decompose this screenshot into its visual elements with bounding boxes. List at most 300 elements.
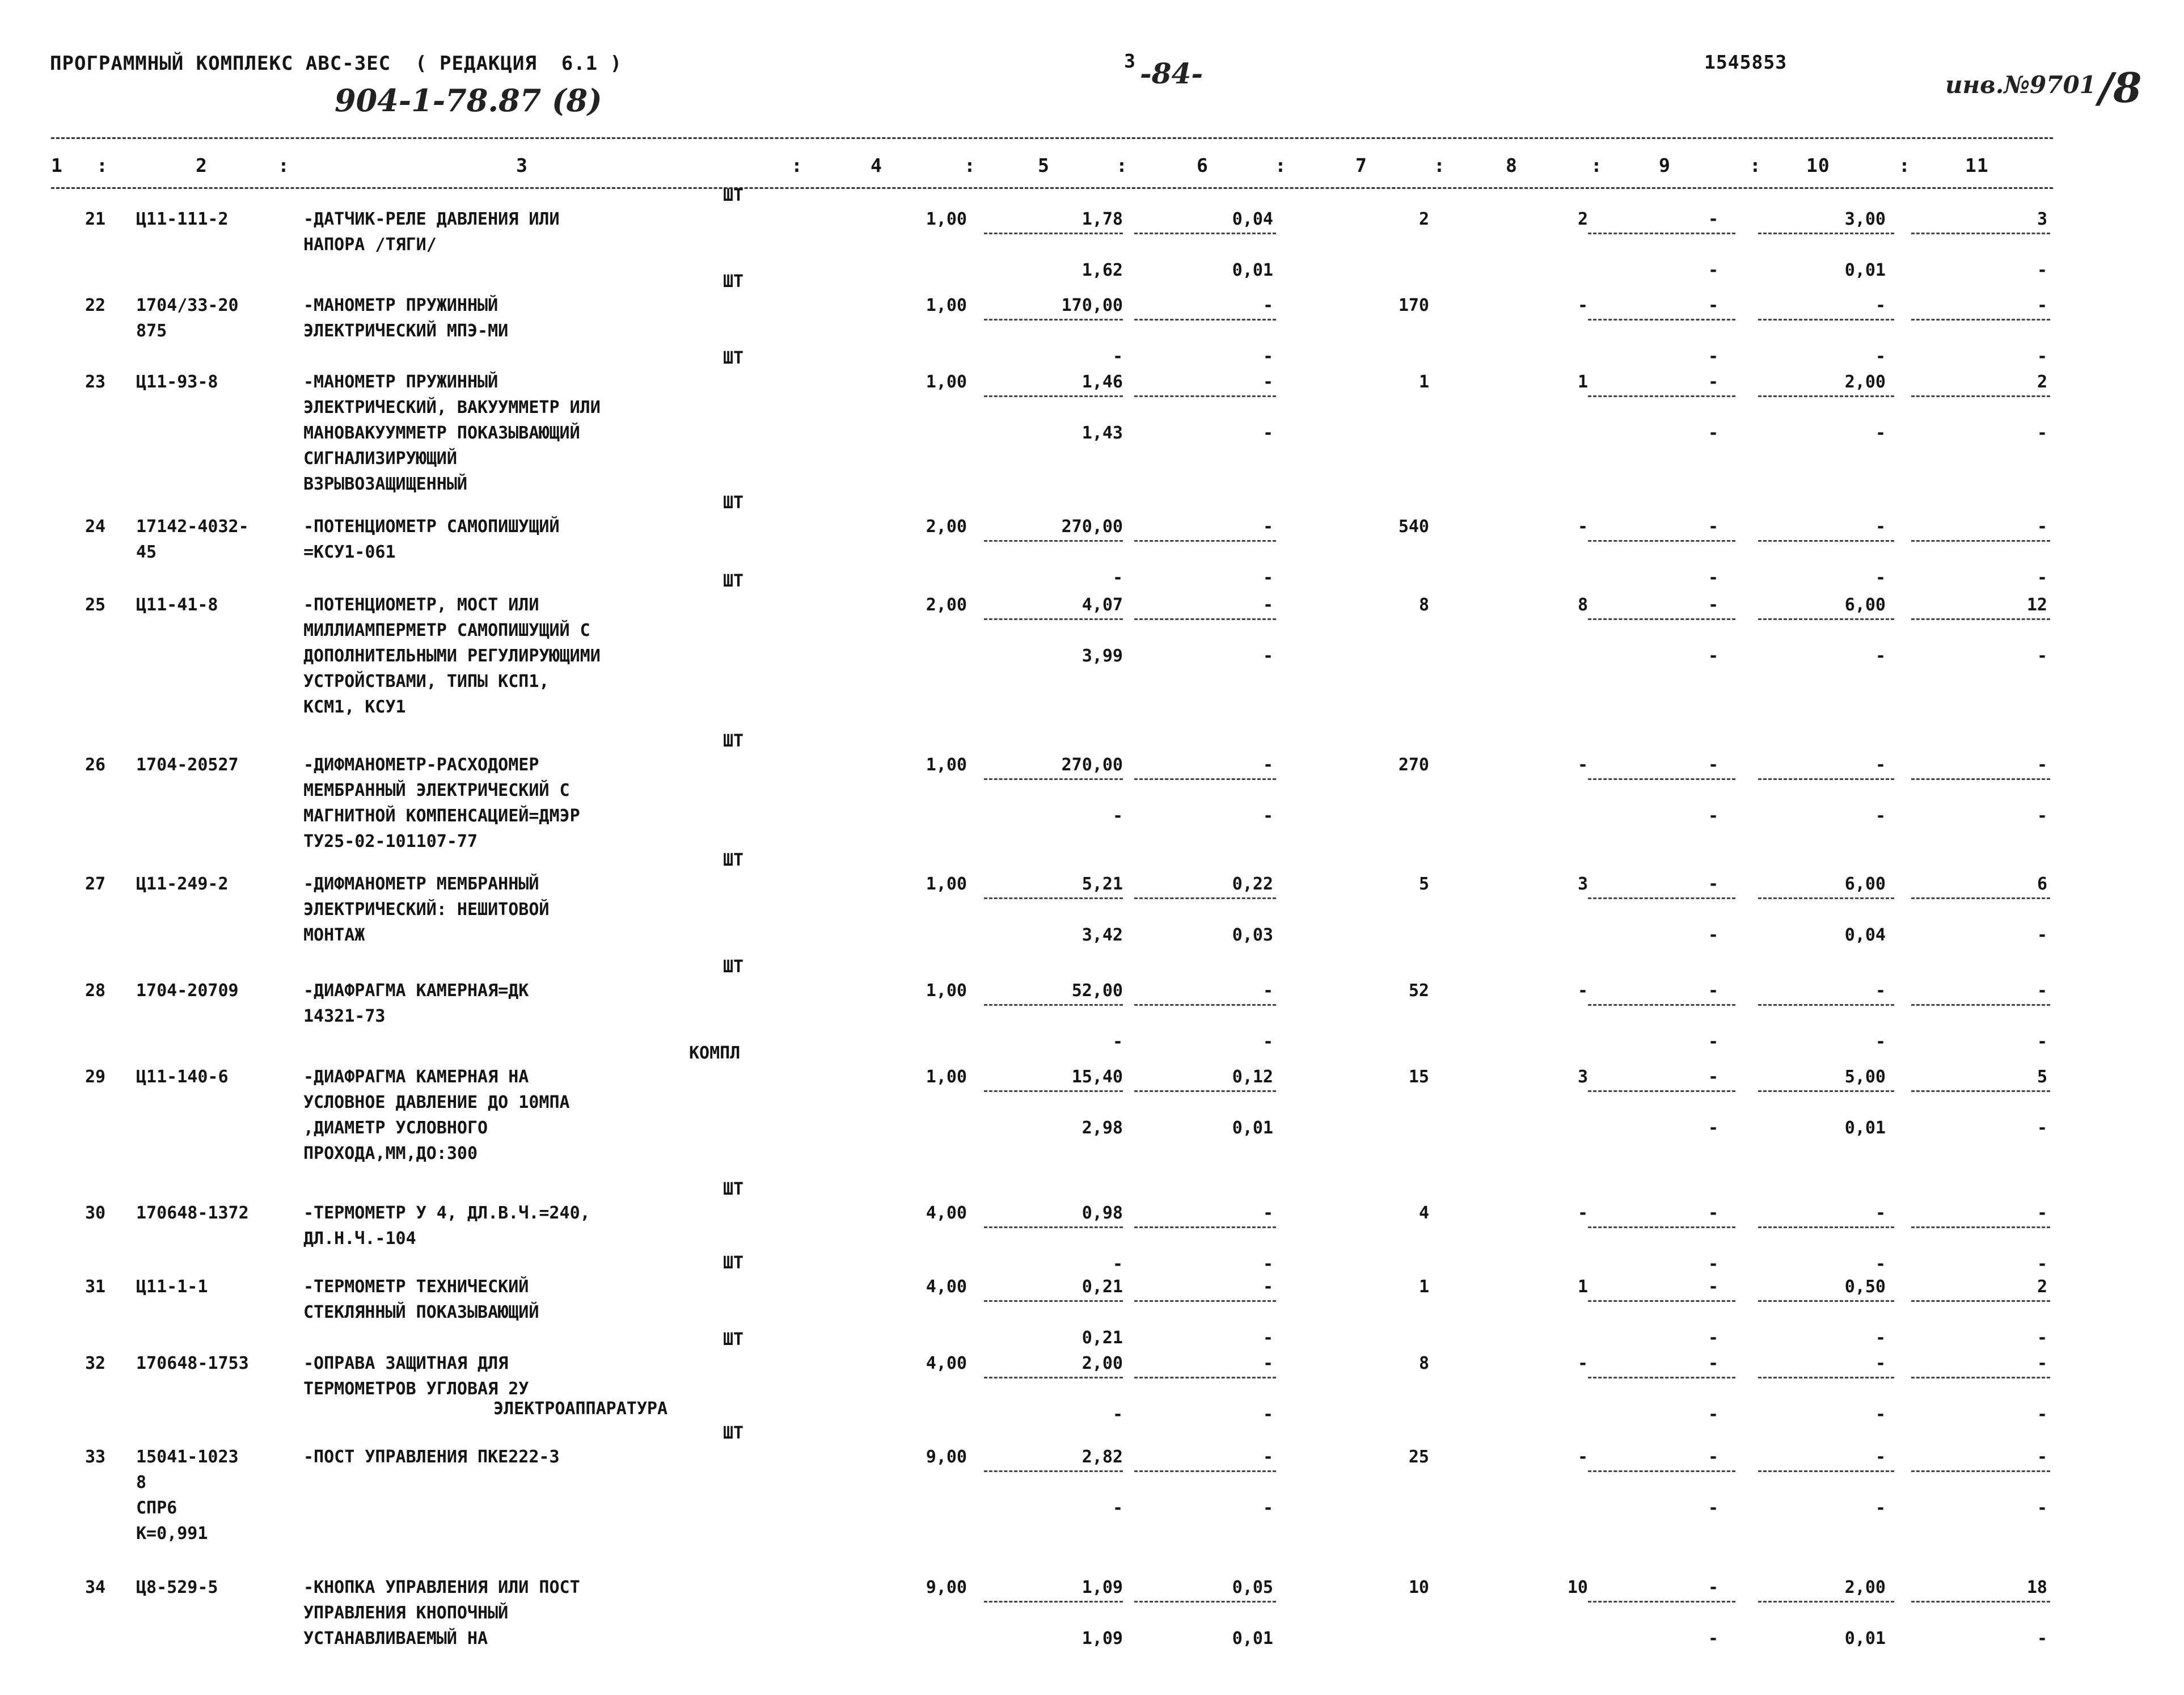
labor-hours-lower: -: [1875, 1032, 1886, 1052]
column-number: 11: [1965, 154, 1989, 176]
row-number: 27: [85, 874, 106, 894]
quantity: 4,00: [926, 1203, 967, 1223]
quantity: 9,00: [926, 1447, 967, 1467]
item-description: ЭЛЕКТРИЧЕСКИЙ МПЭ-МИ: [303, 321, 509, 341]
cell-divider: [1588, 1377, 1735, 1378]
item-code: Ц8-529-5: [136, 1578, 218, 1597]
item-code: 8: [136, 1473, 147, 1492]
item-description: -ОПРАВА ЗАЩИТНАЯ ДЛЯ: [303, 1354, 509, 1373]
machine-labor: 0,01: [1232, 1629, 1273, 1648]
item-code: Ц11-41-8: [136, 595, 218, 615]
cell-divider: [1911, 319, 2050, 321]
item-description: НАПОРА /ТЯГИ/: [303, 235, 437, 255]
cell-divider: [1911, 1601, 2050, 1603]
column-number: 3: [516, 154, 528, 176]
labor-hours: 2,00: [1844, 1578, 1886, 1597]
col9-value-lower: -: [1708, 1254, 1718, 1274]
machine-cost: -: [1262, 372, 1273, 392]
inventory-number: инв.№9701: [1945, 71, 2096, 99]
cell-divider: [1911, 395, 2050, 397]
item-description: -ТЕРМОМЕТР ТЕХНИЧЕСКИЙ: [303, 1277, 529, 1297]
labor-hours: 6,00: [1844, 874, 1886, 894]
cell-divider: [1758, 395, 1894, 397]
column-separator: :: [964, 154, 976, 176]
unit-price: 270,00: [1061, 517, 1123, 537]
cell-divider: [1588, 897, 1735, 899]
cell-divider: [984, 1470, 1123, 1472]
cell-divider: [984, 540, 1123, 542]
unit-price-labor: -: [1112, 1254, 1123, 1274]
total-labor-lower: -: [2037, 1629, 2047, 1648]
row-number: 25: [85, 595, 106, 615]
labor-cost: -: [1577, 981, 1588, 1001]
cell-divider: [1588, 618, 1735, 620]
total-cost: 4: [1418, 1203, 1429, 1223]
total-labor-lower: -: [2037, 806, 2047, 826]
cell-divider: [1911, 233, 2050, 234]
cell-divider: [1588, 1470, 1735, 1472]
labor-hours: -: [1875, 981, 1886, 1001]
item-code: 45: [136, 542, 157, 562]
column-number: 5: [1038, 154, 1050, 176]
machine-labor: -: [1262, 347, 1273, 366]
cell-divider: [1911, 897, 2050, 899]
row-number: 31: [85, 1277, 106, 1297]
unit-label: ШТ: [723, 957, 744, 977]
col9-value: -: [1708, 1277, 1718, 1297]
machine-cost: -: [1262, 981, 1273, 1001]
unit-price: 15,40: [1071, 1067, 1123, 1087]
item-description: ПРОХОДА,ММ,ДО:300: [303, 1144, 478, 1163]
item-description: -МАНОМЕТР ПРУЖИННЫЙ: [303, 372, 499, 392]
total-labor: -: [2037, 1354, 2047, 1373]
item-code: СПР6: [136, 1498, 178, 1518]
cell-divider: [1758, 778, 1894, 780]
cell-divider: [1758, 1226, 1894, 1228]
unit-price-labor: -: [1112, 806, 1123, 826]
cell-divider: [1588, 319, 1735, 321]
item-code: К=0,991: [136, 1524, 208, 1544]
unit-price-labor: 0,21: [1082, 1328, 1123, 1348]
labor-hours: -: [1875, 755, 1886, 775]
unit-label: ШТ: [723, 850, 744, 870]
item-code: 15041-1023: [136, 1447, 239, 1467]
cell-divider: [984, 778, 1123, 780]
cell-divider: [1758, 233, 1894, 234]
cell-divider: [1134, 897, 1276, 899]
column-separator: :: [1750, 154, 1761, 176]
item-code: Ц11-111-2: [136, 209, 229, 229]
cell-divider: [1758, 1377, 1894, 1378]
item-description: -ДИФМАНОМЕТР-РАСХОДОМЕР: [303, 755, 539, 775]
col9-value-lower: -: [1708, 1629, 1718, 1648]
machine-cost: -: [1262, 595, 1273, 615]
machine-cost: -: [1262, 296, 1273, 315]
item-description: -ТЕРМОМЕТР У 4, ДЛ.В.Ч.=240,: [303, 1203, 590, 1223]
unit-price-labor: -: [1112, 1405, 1123, 1424]
cell-divider: [984, 233, 1123, 234]
item-description: ДОПОЛНИТЕЛЬНЫМИ РЕГУЛИРУЮЩИМИ: [303, 646, 601, 666]
machine-cost: -: [1262, 1354, 1273, 1373]
total-cost: 540: [1398, 517, 1429, 537]
labor-hours-lower: -: [1875, 1498, 1886, 1518]
item-code: Ц11-93-8: [136, 372, 218, 392]
quantity: 1,00: [926, 874, 967, 894]
item-description: -МАНОМЕТР ПРУЖИННЫЙ: [303, 296, 499, 315]
cell-divider: [1134, 1226, 1276, 1228]
cell-divider: [984, 1377, 1123, 1378]
unit-label: КОМПЛ: [689, 1043, 741, 1063]
total-cost: 15: [1408, 1067, 1429, 1087]
item-description: -ПОТЕНЦИОМЕТР САМОПИШУЩИЙ: [303, 517, 560, 537]
cell-divider: [1911, 1470, 2050, 1472]
col9-value: -: [1708, 755, 1718, 775]
labor-cost: -: [1577, 755, 1588, 775]
item-description: УСТАНАВЛИВАЕМЫЙ НА: [303, 1629, 488, 1648]
quantity: 4,00: [926, 1354, 967, 1373]
item-description: -ПОСТ УПРАВЛЕНИЯ ПКЕ222-3: [303, 1447, 560, 1467]
total-labor: 5: [2037, 1067, 2047, 1087]
machine-cost: -: [1262, 1203, 1273, 1223]
cell-divider: [1588, 1226, 1735, 1228]
machine-cost: -: [1262, 1447, 1273, 1467]
labor-hours: 0,50: [1844, 1277, 1886, 1297]
col9-value-lower: -: [1708, 1032, 1718, 1052]
col9-value: -: [1708, 1354, 1718, 1373]
machine-labor: -: [1262, 423, 1273, 443]
unit-price: 4,07: [1082, 595, 1123, 615]
cell-divider: [1134, 1601, 1276, 1603]
cell-divider: [1758, 540, 1894, 542]
col9-value: -: [1708, 517, 1718, 537]
cell-divider: [1134, 233, 1276, 234]
unit-price-labor: 1,09: [1082, 1629, 1123, 1648]
labor-hours: -: [1875, 1447, 1886, 1467]
cell-divider: [1588, 1004, 1735, 1006]
col9-value: -: [1708, 981, 1718, 1001]
unit-label: ШТ: [723, 185, 744, 205]
item-code: Ц11-1-1: [136, 1277, 208, 1297]
labor-cost: -: [1577, 1354, 1588, 1373]
unit-price: 1,78: [1082, 209, 1123, 229]
labor-hours: 2,00: [1844, 372, 1886, 392]
total-cost: 8: [1418, 595, 1429, 615]
item-description: МИЛЛИАМПЕРМЕТР САМОПИШУЩИЙ С: [303, 621, 590, 640]
item-description: КСМ1, КСУ1: [303, 697, 406, 717]
cell-divider: [1911, 1300, 2050, 1302]
total-labor-lower: -: [2037, 1118, 2047, 1138]
item-code: 1704-20527: [136, 755, 239, 775]
item-code: 17142-4032-: [136, 517, 249, 537]
cell-divider: [1588, 233, 1735, 234]
item-description: ЭЛЕКТРИЧЕСКИЙ, ВАКУУММЕТР ИЛИ: [303, 398, 601, 418]
labor-hours-lower: -: [1875, 1405, 1886, 1424]
cell-divider: [984, 1090, 1123, 1092]
cell-divider: [984, 1601, 1123, 1603]
unit-price-labor: 1,43: [1082, 423, 1123, 443]
unit-label: ШТ: [723, 1179, 744, 1199]
total-labor-lower: -: [2037, 347, 2047, 366]
item-code: Ц11-140-6: [136, 1067, 229, 1087]
cell-divider: [1911, 1004, 2050, 1006]
unit-price: 2,82: [1082, 1447, 1123, 1467]
unit-price: 2,00: [1082, 1354, 1123, 1373]
cell-divider: [1758, 1470, 1894, 1472]
total-cost: 25: [1408, 1447, 1429, 1467]
row-number: 30: [85, 1203, 106, 1223]
quantity: 9,00: [926, 1578, 967, 1597]
column-separator: :: [96, 154, 108, 176]
labor-hours-lower: -: [1875, 1328, 1886, 1348]
col9-value-lower: -: [1708, 568, 1718, 588]
unit-price: 1,09: [1082, 1578, 1123, 1597]
total-labor: -: [2037, 1447, 2047, 1467]
column-number: 2: [196, 154, 208, 176]
item-description: =КСУ1-061: [303, 542, 396, 562]
labor-cost: 3: [1577, 1067, 1588, 1087]
total-cost: 52: [1408, 981, 1429, 1001]
item-description: -КНОПКА УПРАВЛЕНИЯ ИЛИ ПОСТ: [303, 1578, 580, 1597]
quantity: 1,00: [926, 1067, 967, 1087]
item-description: УПРАВЛЕНИЯ КНОПОЧНЫЙ: [303, 1603, 509, 1623]
unit-price-labor: -: [1112, 1498, 1123, 1518]
item-description: -ДИАФРАГМА КАМЕРНАЯ=ДК: [303, 981, 529, 1001]
item-code: Ц11-249-2: [136, 874, 229, 894]
cell-divider: [1758, 1090, 1894, 1092]
cell-divider: [1134, 1090, 1276, 1092]
cell-divider: [1758, 897, 1894, 899]
item-description: -ДИАФРАГМА КАМЕРНАЯ НА: [303, 1067, 529, 1087]
header-rule-bottom: [51, 187, 2053, 189]
labor-cost: 1: [1577, 1277, 1588, 1297]
doc-number: 1545853: [1704, 51, 1788, 73]
item-description: -ДИФМАНОМЕТР МЕМБРАННЫЙ: [303, 874, 539, 894]
cell-divider: [1588, 395, 1735, 397]
machine-labor: 0,03: [1232, 925, 1273, 945]
total-labor: -: [2037, 517, 2047, 537]
quantity: 1,00: [926, 755, 967, 775]
col9-value-lower: -: [1708, 347, 1718, 366]
col9-value: -: [1708, 1447, 1718, 1467]
column-number: 7: [1355, 154, 1367, 176]
column-separator: :: [1275, 154, 1287, 176]
col9-value: -: [1708, 595, 1718, 615]
cell-divider: [984, 395, 1123, 397]
item-description: ЭЛЕКТРИЧЕСКИЙ: НЕШИТОВОЙ: [303, 900, 550, 920]
labor-cost: 8: [1577, 595, 1588, 615]
item-description: МЕМБРАННЫЙ ЭЛЕКТРИЧЕСКИЙ С: [303, 781, 570, 800]
total-cost: 170: [1398, 296, 1429, 315]
machine-cost: -: [1262, 755, 1273, 775]
total-labor: -: [2037, 1203, 2047, 1223]
section-heading: ЭЛЕКТРОАППАРАТУРА: [493, 1399, 668, 1419]
cell-divider: [984, 1226, 1123, 1228]
item-code: 1704-20709: [136, 981, 239, 1001]
quantity: 4,00: [926, 1277, 967, 1297]
total-labor: -: [2037, 981, 2047, 1001]
cell-divider: [1134, 1300, 1276, 1302]
unit-label: ШТ: [723, 1330, 744, 1350]
item-description: СТЕКЛЯННЫЙ ПОКАЗЫВАЮЩИЙ: [303, 1302, 539, 1322]
labor-hours-lower: -: [1875, 423, 1886, 443]
machine-labor: -: [1262, 646, 1273, 666]
unit-price-labor: -: [1112, 568, 1123, 588]
labor-hours-lower: 0,04: [1844, 925, 1886, 945]
col9-value-lower: -: [1708, 1118, 1718, 1138]
quantity: 2,00: [926, 517, 967, 537]
col9-value: -: [1708, 372, 1718, 392]
item-description: МОНТАЖ: [303, 925, 365, 945]
item-description: УСЛОВНОЕ ДАВЛЕНИЕ ДО 10МПА: [303, 1093, 570, 1112]
cell-divider: [1911, 1377, 2050, 1378]
total-labor-lower: -: [2037, 646, 2047, 666]
column-number: 4: [871, 154, 882, 176]
cell-divider: [1588, 778, 1735, 780]
column-separator: :: [1899, 154, 1911, 176]
unit-label: ШТ: [723, 272, 744, 292]
total-labor-lower: -: [2037, 260, 2047, 280]
labor-hours-lower: -: [1875, 568, 1886, 588]
item-description: ТЕРМОМЕТРОВ УГЛОВАЯ 2У: [303, 1379, 529, 1399]
col9-value: -: [1708, 296, 1718, 315]
quantity: 2,00: [926, 595, 967, 615]
cell-divider: [1758, 1300, 1894, 1302]
machine-labor: -: [1262, 1498, 1273, 1518]
machine-cost: 0,04: [1232, 209, 1273, 229]
machine-cost: 0,05: [1232, 1578, 1273, 1597]
item-code: 170648-1372: [136, 1203, 249, 1223]
unit-price: 5,21: [1082, 874, 1123, 894]
total-labor-lower: -: [2037, 1032, 2047, 1052]
item-description: -ПОТЕНЦИОМЕТР, МОСТ ИЛИ: [303, 595, 539, 615]
labor-hours: 5,00: [1844, 1067, 1886, 1087]
cell-divider: [984, 618, 1123, 620]
labor-hours-lower: -: [1875, 347, 1886, 366]
unit-price-labor: -: [1112, 1032, 1123, 1052]
quantity: 1,00: [926, 981, 967, 1001]
col9-value-lower: -: [1708, 423, 1718, 443]
unit-price-labor: 3,42: [1082, 925, 1123, 945]
cell-divider: [984, 897, 1123, 899]
inventory-sheet: /8: [2098, 64, 2142, 112]
total-labor: 18: [2026, 1578, 2047, 1597]
row-number: 21: [85, 209, 106, 229]
total-cost: 10: [1408, 1578, 1429, 1597]
labor-cost: 1: [1577, 372, 1588, 392]
column-separator: :: [278, 154, 290, 176]
labor-cost: 3: [1577, 874, 1588, 894]
machine-labor: -: [1262, 806, 1273, 826]
item-description: ДЛ.Н.Ч.-104: [303, 1229, 416, 1249]
row-number: 34: [85, 1578, 106, 1597]
program-title: ПРОГРАММНЫЙ КОМПЛЕКС АВС-ЗЕС ( РЕДАКЦИЯ 6.1 ): [50, 52, 623, 75]
column-number: 8: [1506, 154, 1518, 176]
labor-cost: -: [1577, 1203, 1588, 1223]
machine-labor: -: [1262, 1328, 1273, 1348]
col9-value-lower: -: [1708, 925, 1718, 945]
col9-value-lower: -: [1708, 260, 1718, 280]
labor-cost: 2: [1577, 209, 1588, 229]
total-cost: 1: [1418, 372, 1429, 392]
item-description: -ДАТЧИК-РЕЛЕ ДАВЛЕНИЯ ИЛИ: [303, 209, 560, 229]
machine-labor: -: [1262, 1254, 1273, 1274]
cell-divider: [1911, 618, 2050, 620]
item-description: УСТРОЙСТВАМИ, ТИПЫ КСП1,: [303, 672, 550, 692]
total-cost: 8: [1418, 1354, 1429, 1373]
total-labor-lower: -: [2037, 1254, 2047, 1274]
handwritten-code: 904-1-78.87 (8): [335, 82, 602, 119]
total-cost: 1: [1418, 1277, 1429, 1297]
cell-divider: [1134, 540, 1276, 542]
cell-divider: [984, 319, 1123, 321]
unit-price-labor: 1,62: [1082, 260, 1123, 280]
cell-divider: [1758, 1601, 1894, 1603]
labor-cost: -: [1577, 296, 1588, 315]
unit-label: ШТ: [723, 1253, 744, 1273]
labor-hours: 3,00: [1844, 209, 1886, 229]
col9-value-lower: -: [1708, 806, 1718, 826]
item-description: ВЗРЫВОЗАЩИЩЕННЫЙ: [303, 474, 467, 494]
total-labor-lower: -: [2037, 925, 2047, 945]
cell-divider: [1588, 540, 1735, 542]
total-labor-lower: -: [2037, 1405, 2047, 1424]
cell-divider: [1758, 319, 1894, 321]
col9-value: -: [1708, 209, 1718, 229]
column-number: 6: [1197, 154, 1209, 176]
column-number: 9: [1659, 154, 1671, 176]
labor-hours: -: [1875, 517, 1886, 537]
unit-label: ШТ: [723, 731, 744, 751]
col9-value: -: [1708, 1203, 1718, 1223]
unit-price: 1,46: [1082, 372, 1123, 392]
page-number: -84-: [1140, 57, 1203, 90]
cell-divider: [1134, 319, 1276, 321]
quantity: 1,00: [926, 209, 967, 229]
col9-value: -: [1708, 874, 1718, 894]
total-labor-lower: -: [2037, 1328, 2047, 1348]
labor-hours-lower: 0,01: [1844, 1118, 1886, 1138]
cell-divider: [984, 1004, 1123, 1006]
item-description: МАГНИТНОЙ КОМПЕНСАЦИЕЙ=ДМЭР: [303, 806, 580, 826]
cell-divider: [1911, 540, 2050, 542]
machine-cost: 0,12: [1232, 1067, 1273, 1087]
machine-labor: -: [1262, 568, 1273, 588]
cell-divider: [1134, 395, 1276, 397]
row-number: 23: [85, 372, 106, 392]
labor-cost: -: [1577, 517, 1588, 537]
cell-divider: [1588, 1300, 1735, 1302]
total-labor: 12: [2026, 595, 2047, 615]
cell-divider: [1588, 1090, 1735, 1092]
row-number: 24: [85, 517, 106, 537]
labor-hours: -: [1875, 1354, 1886, 1373]
total-cost: 2: [1418, 209, 1429, 229]
total-labor-lower: -: [2037, 1498, 2047, 1518]
unit-price: 0,98: [1082, 1203, 1123, 1223]
unit-price-labor: -: [1112, 347, 1123, 366]
page-marker: 3: [1124, 50, 1136, 72]
machine-cost: -: [1262, 517, 1273, 537]
unit-label: ШТ: [723, 493, 744, 513]
column-separator: :: [1116, 154, 1128, 176]
unit-price: 0,21: [1082, 1277, 1123, 1297]
total-labor: 3: [2037, 209, 2047, 229]
unit-price: 270,00: [1061, 755, 1123, 775]
col9-value-lower: -: [1708, 1498, 1718, 1518]
col9-value: -: [1708, 1578, 1718, 1597]
cell-divider: [984, 1300, 1123, 1302]
cell-divider: [1911, 1090, 2050, 1092]
